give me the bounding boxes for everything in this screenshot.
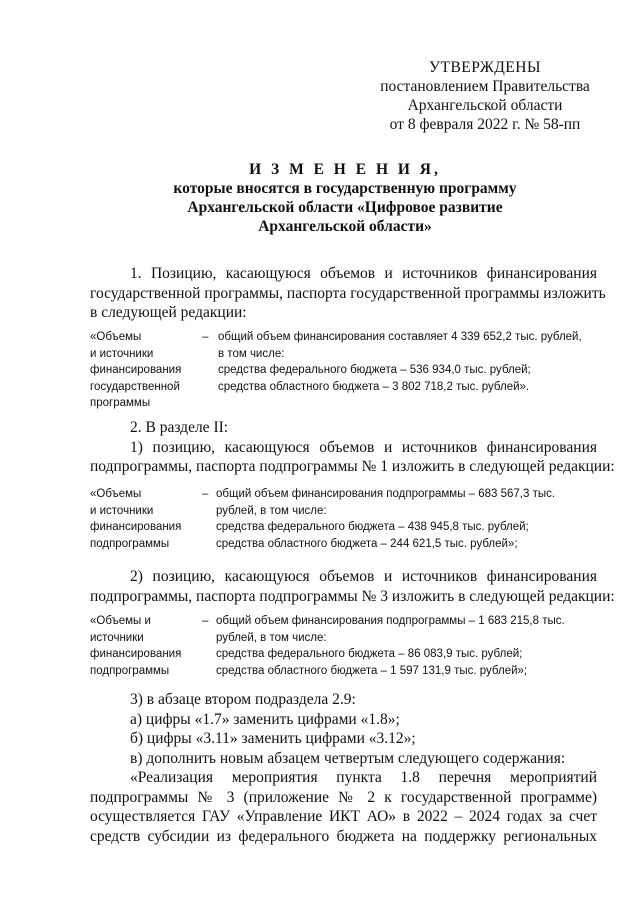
table-right-cell: в том числе:	[218, 347, 285, 360]
approval-line-3: от 8 февраля 2022 г. № 58-пп	[389, 116, 581, 133]
table-right-cell: средства федерального бюджета – 536 934,0 тыс. рублей;	[218, 364, 531, 376]
table-right-cell: общий объем финансирования составляет 4 339 652,2 тыс. рублей,	[218, 331, 582, 343]
table-right-column	[218, 329, 582, 395]
subprogram-3-funding-table	[90, 613, 610, 681]
table-right-cell: средства федерального бюджета – 86 083,9 тыс. рублей;	[216, 648, 523, 660]
paragraph-line: в) дополнить новым абзацем четвертым следующего содержания:	[130, 749, 566, 767]
table-left-cell: финансирования	[90, 521, 182, 533]
paragraph-line: 1. Позицию, касающуюся объемов и источников финансирования	[130, 265, 597, 282]
table-right-cell: рублей, в том числе:	[216, 631, 327, 644]
heading-line-3: Архангельской области»	[258, 218, 432, 235]
quote-line: осуществляется ГАУ «Управление ИКТ АО» в 2022 – 2024 годах за счет	[90, 808, 597, 825]
table-dash: –	[202, 488, 209, 500]
paragraph-line: 1) позицию, касающуюся объемов и источников финансирования	[130, 438, 597, 456]
item-2-paragraph	[90, 418, 615, 477]
approval-line-2: Архангельской области	[407, 97, 563, 114]
paragraph-line: государственной программы, паспорта государственной программы изложить	[90, 284, 606, 302]
table-left-cell: государственной	[90, 380, 180, 393]
paragraph-line: в следующей редакции:	[90, 304, 247, 321]
table-left-cell: «Объемы	[90, 331, 142, 343]
table-left-cell: источники	[90, 631, 144, 644]
table-left-cell: и источники	[90, 347, 154, 360]
paragraph-line: подпрограммы, паспорта подпрограммы № 3 изложить в следующей редакции:	[90, 587, 615, 605]
table-left-cell: финансирования	[90, 648, 182, 660]
table-right-column	[216, 613, 565, 679]
table-left-column	[90, 613, 190, 679]
paragraph-line: 3) в абзаце втором подраздела 2.9:	[130, 691, 356, 708]
subsection-2-9-paragraph	[90, 690, 597, 846]
table-left-column	[90, 329, 190, 412]
document-heading	[90, 160, 600, 236]
item-1-funding-table	[90, 329, 610, 414]
table-left-cell: финансирования	[90, 364, 182, 376]
table-left-cell: «Объемы и	[90, 615, 151, 627]
subprogram-1-funding-table	[90, 486, 610, 554]
paragraph-line: а) цифры «1.7» заменить цифрами «1.8»;	[130, 710, 400, 728]
table-right-cell: общий объем финансирования подпрограммы – 1 683 215,8 тыс.	[216, 615, 565, 627]
table-right-cell: средства областного бюджета – 1 597 131,9 тыс. рублей»;	[216, 664, 528, 677]
paragraph-line: подпрограммы, паспорта подпрограммы № 1 изложить в следующей редакции:	[90, 458, 615, 475]
table-right-column	[216, 486, 555, 552]
approval-line-1: постановлением Правительства	[380, 78, 590, 95]
table-left-cell: «Объемы	[90, 488, 142, 500]
item-1-paragraph	[90, 264, 606, 323]
heading-title: И З М Е Н Е Н И Я,	[249, 161, 441, 178]
quote-line: подпрограммы № 3 (приложение № 2 к государственной программе)	[90, 788, 597, 806]
subprogram-3-paragraph	[90, 567, 615, 606]
approval-title: УТВЕРЖДЕНЫ	[429, 59, 541, 76]
heading-line-1: которые вносятся в государственную программу	[173, 180, 517, 197]
paragraph-line: б) цифры «3.11» заменить цифрами «3.12»;	[130, 730, 416, 747]
quote-line: «Реализация мероприятия пункта 1.8 перечня мероприятий	[130, 769, 597, 786]
paragraph-line: 2) позицию, касающуюся объемов и источников финансирования	[130, 568, 597, 585]
table-right-cell: общий объем финансирования подпрограммы – 683 567,3 тыс.	[216, 488, 556, 500]
table-left-cell: подпрограммы	[90, 537, 170, 550]
table-right-cell: средства областного бюджета – 3 802 718,2 тыс. рублей».	[218, 380, 530, 393]
approval-stamp	[360, 58, 610, 134]
heading-line-2: Архангельской области «Цифровое развитие	[187, 199, 503, 216]
table-right-cell: рублей, в том числе:	[216, 504, 327, 517]
table-dash: –	[202, 331, 209, 343]
table-right-cell: средства областного бюджета – 244 621,5 тыс. рублей»;	[216, 537, 518, 550]
table-left-column	[90, 486, 190, 552]
quote-line: средств субсидии из федерального бюджета на поддержку региональных	[90, 827, 597, 845]
table-right-cell: средства федерального бюджета – 438 945,8 тыс. рублей;	[216, 521, 529, 533]
table-left-cell: и источники	[90, 504, 154, 517]
table-left-cell: программы	[90, 397, 151, 409]
section-header: 2. В разделе II:	[130, 419, 229, 436]
table-left-cell: подпрограммы	[90, 664, 170, 677]
table-dash: –	[202, 615, 209, 627]
